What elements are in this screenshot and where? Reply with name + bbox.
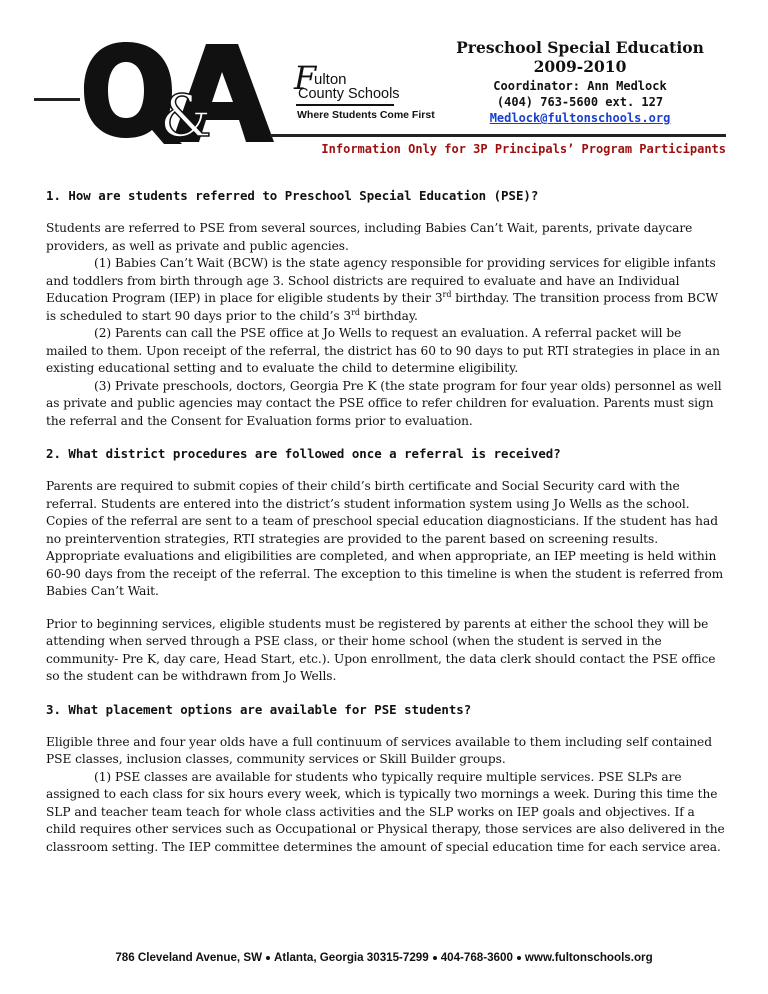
superscript-rd: rd	[442, 289, 452, 299]
header-rule-main	[270, 134, 726, 137]
coordinator: Coordinator: Ann Medlock	[493, 79, 667, 93]
answer-1-item-1-text-a: (1) Babies Can’t Wait (BCW) is the state agency responsible for providing services for eligible infants and toddlers from birth through age 3. School districts are required to evaluate and have an Individual Education Program (IEP) in place for eligible students by their 3	[46, 256, 716, 305]
document-body	[46, 187, 726, 856]
superscript-rd: rd	[351, 307, 360, 317]
answer-1-item-1-text-c: birthday.	[360, 308, 418, 323]
answer-2-para-2: Prior to beginning services, eligible students must be registered by parents at either the school they will be attending when served through a PSE class, or their home school (when the student is served in the community- Pre K, day care, Head Start, etc.). Upon enrollment, the data clerk should contact the PSE office so the student can be withdrawn from Jo Wells.	[46, 616, 716, 683]
ampersand-glyph: &	[160, 82, 212, 145]
footer-phone: 404-768-3600	[440, 951, 513, 964]
org-name-line2: County Schools	[298, 86, 400, 102]
org-tagline: Where Students Come First	[297, 109, 435, 121]
footer-city: Atlanta, Georgia 30315-7299	[274, 951, 429, 964]
answer-3-intro: Eligible three and four year olds have a full continuum of services available to them including self contained PSE classes, inclusion classes, community services or Skill Builder groups.	[46, 734, 712, 766]
document-title	[430, 38, 730, 76]
answer-1-item-2: (2) Parents can call the PSE office at Jo Wells to request an evaluation. A referral packet will be mailed to them. Upon receipt of the referral, the district has 60 to 90 days to put RTI strategies in place in an existing educational setting and to evaluate the child to determine eligibility.	[46, 326, 720, 375]
contact-block	[430, 78, 730, 126]
org-name-line1: ulton	[314, 71, 347, 88]
coordinator-email-link[interactable]: Medlock@fultonschools.org	[489, 111, 671, 125]
org-divider	[296, 104, 394, 106]
answer-1-item-3: (3) Private preschools, doctors, Georgia Pre K (the state program for four year olds) personnel as well as private and public agencies may contact the PSE office to refer children for evaluation. Parents must sign the referral and the Consent for Evaluation forms prior to evaluation.	[46, 378, 722, 428]
bullet-icon	[433, 956, 437, 960]
question-2: 2. What district procedures are followed once a referral is received?	[46, 446, 561, 461]
title-line-1: Preschool Special Education	[456, 38, 704, 57]
question-3: 3. What placement options are available for PSE students?	[46, 701, 472, 717]
answer-1-intro: Students are referred to PSE from several sources, including Babies Can’t Wait, parents, private daycare providers, as well as private and public agencies.	[46, 221, 693, 253]
footer-website[interactable]: www.fultonschools.org	[524, 951, 653, 964]
footer-address: 786 Cleveland Avenue, SW	[115, 951, 263, 964]
bullet-icon	[517, 956, 521, 960]
answer-2-para-1: Parents are required to submit copies of their child’s birth certificate and Social Security card with the referral. Students are entered into the district’s student information system using Jo Wells as the school. Copies of the referral are sent to a team of preschool special education diagnosticians. If the student has had no preintervention strategies, RTI strategies are provided to the parent based on screening results. Appropriate evaluations and eligibilities are completed, and when appropriate, an IEP meeting is held within 60-90 days from the receipt of the referral. The exception to this timeline is when the student is referred from Babies Can’t Wait.	[46, 479, 724, 598]
bullet-icon	[266, 956, 270, 960]
header-rule-left	[34, 98, 80, 101]
footer	[0, 951, 768, 964]
answer-1-item-1-text-b: birthday. The transition process from BCW is scheduled to start 90 days prior to the child’s 3	[46, 291, 718, 323]
answer-3-item-1: (1) PSE classes are available for students who typically require multiple services. PSE SLPs are assigned to each class for six hours every week, which is typically two mornings a week. During this time the SLP and teacher team teach for whole class activities and the SLP works on IEP goals and objectives. If a child requires other services such as Occupational or Physical therapy, those services are also delivered in the classroom setting. The IEP committee determines the amount of special education time for each service area.	[46, 769, 725, 854]
org-initial: F	[294, 59, 317, 97]
question-1: 1. How are students referred to Preschool Special Education (PSE)?	[46, 188, 539, 203]
answer-1-item-1	[46, 255, 726, 325]
coordinator-phone: (404) 763-5600 ext. 127	[496, 95, 664, 109]
audience-notice: Information Only for 3P Principals’ Program Participants	[321, 142, 726, 156]
title-line-2: 2009-2010	[533, 57, 627, 76]
qa-logo	[78, 40, 278, 145]
